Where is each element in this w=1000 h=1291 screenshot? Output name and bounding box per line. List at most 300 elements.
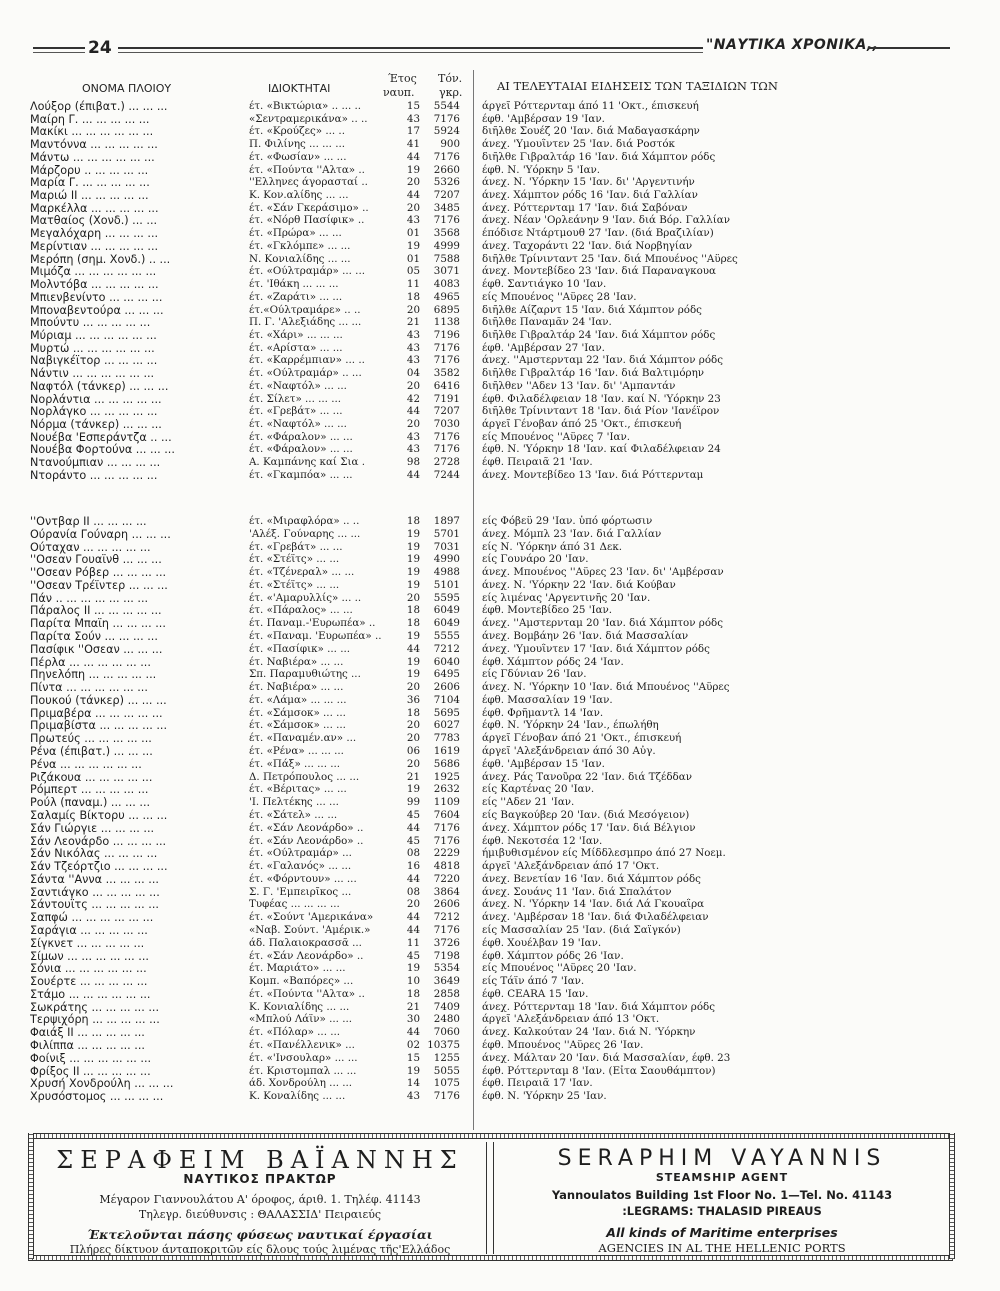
ship-owner: έτ. «Αρίστα» ... ...	[249, 341, 343, 354]
ship-row	[0, 443, 1000, 456]
ship-gross-tons: 3568	[433, 227, 460, 240]
ship-latest-news: έφθ. Μασσαλίαν 19 'Ιαν.	[482, 693, 613, 706]
ship-gross-tons: 1138	[433, 316, 460, 329]
ship-owner: έτ. «Φωσίαν» ... ...	[249, 150, 347, 163]
ship-gross-tons: 4988	[433, 566, 460, 579]
ship-owner: έτ. «Γρεβάτ» ... ...	[249, 540, 343, 553]
ship-owner: Σ. Γ. 'Εμπειρῖκος ...	[249, 885, 352, 898]
ship-name: Φιλίππα ... ... ... ... ...	[30, 1038, 145, 1052]
ship-year-built: 15	[406, 1051, 420, 1064]
ship-latest-news: είς ''Αδεν 21 'Ιαν.	[482, 796, 575, 809]
ship-latest-news: διῆλθεν ''Αδεν 13 'Ιαν. δι' 'Αμπαντάν	[482, 379, 676, 392]
ship-latest-news: άνεχ. Ν. 'Υόρκην 15 'Ιαν. δι' 'Αργεντινήν	[482, 176, 695, 189]
ship-year-built: 43	[406, 443, 420, 456]
ship-owner: Κ. Κοναλίδης ... ...	[249, 1090, 346, 1103]
ship-owner: Ν. Κονιαλίδης ... ...	[249, 252, 351, 265]
ship-gross-tons: 7588	[433, 252, 460, 265]
ship-owner: έτ. «Σάμσοκ» ... ...	[249, 719, 346, 732]
ship-gross-tons: 1075	[433, 1077, 460, 1090]
ad-greek-services: Έκτελοῦνται πάσης φύσεως ναυτικαί έργασίαι	[87, 1227, 433, 1242]
ship-latest-news: διῆλθε Αίζαρντ 15 'Ιαν. διά Χάμπτον ρόδς	[482, 303, 702, 316]
ship-name: Παρίτα Μπαϊη ... ... ... ...	[30, 617, 166, 631]
ship-year-built: 20	[406, 732, 420, 745]
ship-row	[0, 566, 1000, 579]
ship-gross-tons: 2632	[433, 783, 460, 796]
ship-row	[0, 1039, 1000, 1052]
ship-owner: έτ. «Κρούζες» ... ..	[249, 125, 345, 138]
ship-name: Σίγκνετ ... ... ... ... ...	[30, 936, 145, 950]
ad-border-top	[28, 1133, 953, 1139]
ship-owner: έτ. «Πούντα ''Αλτα» ..	[249, 987, 365, 1000]
ship-gross-tons: 7176	[433, 443, 460, 456]
ship-owner: έτ. «Ούλτραμάρ» ... ...	[249, 265, 365, 278]
ship-gross-tons: 2858	[433, 987, 460, 1000]
ship-latest-news: διῆλθε Τρίνινταντ 18 'Ιαν. διά Ρίον 'Ιανέϊρον	[482, 405, 720, 418]
ship-owner: έτ. «Σάν Λεονάρδο» ..	[249, 949, 364, 962]
ad-english-title: STEAMSHIP AGENT	[655, 1171, 789, 1184]
ship-gross-tons: 7176	[433, 354, 460, 367]
ship-gross-tons: 4990	[433, 553, 460, 566]
ship-name: Μπούντυ ... ... ... ... ...	[30, 316, 151, 330]
ship-gross-tons: 7104	[433, 693, 460, 706]
ship-row	[0, 189, 1000, 202]
ship-owner: έτ. «Πούντα ''Αλτα» ..	[249, 163, 365, 176]
ship-gross-tons: 5701	[433, 527, 460, 540]
ship-row	[0, 694, 1000, 707]
ship-year-built: 17	[406, 125, 420, 138]
ship-gross-tons: 7176	[433, 150, 460, 163]
ship-year-built: 20	[406, 681, 420, 694]
ship-owner: έτ. «Πασίφικ» ... ...	[249, 642, 351, 655]
column-header-year-1: Έτος	[388, 72, 417, 85]
ship-name: Σάν Νικόλας ... ... ... ...	[30, 847, 158, 861]
ship-row	[0, 950, 1000, 963]
ship-gross-tons: 3485	[433, 201, 460, 214]
ship-latest-news: άργεῖ Γένοβαν άπό 25 'Οκτ., έπισκευή	[482, 418, 682, 430]
ship-name: Ντανούμπιαν ... ... ... ...	[30, 456, 161, 470]
ship-row	[0, 783, 1000, 796]
ship-name: Σόνια ... ... ... ... ... ...	[30, 962, 147, 976]
ship-owner: έτ. «Στέϊτς» ... ...	[249, 578, 340, 591]
ship-owner: Π. Φιλίνης ... ... ...	[249, 138, 346, 151]
ship-name: Ρόμπερτ ... ... ... ... ...	[30, 783, 149, 797]
ship-row	[0, 975, 1000, 988]
ad-divider	[486, 1142, 494, 1254]
ship-owner: έτ. 'Ιθάκη ... ... ...	[249, 278, 339, 291]
ship-gross-tons: 7783	[433, 732, 460, 745]
ship-gross-tons: 6040	[433, 655, 460, 668]
ship-year-built: 20	[406, 591, 420, 604]
ship-gross-tons: 10375	[427, 1038, 460, 1051]
ship-gross-tons: 7176	[433, 821, 460, 834]
ship-row	[0, 835, 1000, 848]
ship-name: Μερόπη (σημ. Χονδ.) .. ...	[30, 252, 171, 266]
ship-latest-news: είς λιμένας 'Αργεντινῆς 20 'Ιαν.	[482, 591, 651, 604]
ad-english-name: SERAPHIM VAYANNIS	[557, 1146, 887, 1171]
ship-row	[0, 860, 1000, 873]
ship-latest-news: έφθ. Φιλαδέλφειαν 18 'Ιαν. καί Ν. 'Υόρκην 23	[482, 392, 721, 405]
ship-year-built: 43	[406, 430, 420, 443]
ship-row	[0, 316, 1000, 329]
ship-name: Στάμο ... ... ... ... ... ...	[30, 987, 151, 1001]
ship-latest-news: έφθ. Φρῆμαντλ 14 'Ιαν.	[482, 706, 604, 719]
ship-year-built: 99	[406, 796, 420, 809]
ship-year-built: 19	[406, 668, 420, 681]
ship-latest-news: έφθ. 'Αμβέρσαν 27 'Ιαν.	[482, 341, 605, 354]
ad-greek-name: ΣΕΡΑΦΕΙΜ ΒΑΪΑΝΝΗΣ	[56, 1146, 464, 1174]
ship-year-built: 20	[406, 201, 420, 214]
ship-name: Χρυσή Χονδρούλη ... ... ...	[30, 1077, 174, 1091]
ship-latest-news: έφθ. 'Αμβέρσαν 15 'Ιαν.	[482, 757, 605, 770]
header-rule-left-thin	[33, 52, 85, 53]
ship-row	[0, 1052, 1000, 1065]
ship-name: Σάντουϊτς ... ... ... ... ...	[30, 898, 159, 912]
ship-name: Μολντόβα ... ... ... ... ...	[30, 278, 159, 292]
ship-name: Μεγαλόχαρη ... ... ... ...	[30, 227, 159, 241]
ship-gross-tons: 7031	[433, 540, 460, 553]
ship-owner: έτ. «Σάν Γκεράσιμο» ..	[249, 201, 369, 214]
ship-owner: Κ. Κονιαλίδης ... ...	[249, 1000, 350, 1013]
ship-row	[0, 553, 1000, 566]
ship-latest-news: άνεχ. 'Υμουΐντεν 25 'Ιαν. διά Ροστόκ	[482, 138, 675, 151]
ship-row	[0, 681, 1000, 694]
ship-name: Μαριώ ΙΙ ... ... ... ... ...	[30, 189, 149, 203]
column-header-status: ΑΙ ΤΕΛΕΥΤΑΙΑΙ ΕΙΔΗΣΕΙΣ ΤΩΝ ΤΑΞΙΔΙΩΝ ΤΩΝ	[497, 79, 778, 93]
ship-owner: έτ. «Πόλαρ» ... ...	[249, 1026, 341, 1039]
ship-name: Σάν Τζεόρτζιο ... ... ... ...	[30, 860, 168, 874]
ship-gross-tons: 4818	[433, 860, 460, 873]
ship-name: ''Οσεαν Γουαϊνθ ... ... ...	[30, 553, 162, 567]
ship-gross-tons: 7030	[433, 418, 460, 430]
column-header-name: ΟΝΟΜΑ ΠΛΟΙΟΥ	[82, 82, 172, 95]
ship-latest-news: έφθ. Ν. 'Υόρκην 5 'Ιαν.	[482, 163, 601, 176]
ship-name: Πριμαβίστα ... ... ... ... ...	[30, 719, 168, 733]
ship-gross-tons: 7207	[433, 405, 460, 418]
ship-name: Ρένα (έπιβατ.) ... ... ...	[30, 745, 153, 759]
ship-name: Σαπφώ ... ... ... ... ... ...	[30, 911, 154, 925]
ship-owner: Π. Γ. 'Αλεξιάδης ... ...	[249, 316, 362, 329]
ship-gross-tons: 3649	[433, 975, 460, 988]
ship-latest-news: είς Τάϊν άπό 7 'Ιαν.	[482, 975, 585, 988]
header-rule-middle	[118, 47, 703, 49]
ship-year-built: 43	[406, 328, 420, 341]
ship-name: Μαρία Γ. ... ... ... ... ...	[30, 176, 150, 190]
ship-latest-news: έπόδισε Ντάρτμουθ 27 'Ιαν. (διά Βραζιλίαν)	[482, 227, 714, 240]
ship-name: Νορλάντια ... ... ... ... ...	[30, 392, 162, 406]
ship-name: Πουκού (τάνκερ) ... ... ...	[30, 693, 167, 707]
ship-latest-news: άνεχ. Καλκούταν 24 'Ιαν. διά Ν. 'Υόρκην	[482, 1026, 696, 1039]
ship-gross-tons: 4083	[433, 278, 460, 291]
ship-row	[0, 771, 1000, 784]
column-header-owner: ΙΔΙΟΚΤΗΤΑΙ	[268, 82, 331, 95]
ship-owner: έτ. «Καρρέμπιαν» ... ..	[249, 354, 365, 367]
ship-latest-news: είς Μπουένος ''Αϋρες 28 'Ιαν.	[482, 290, 637, 303]
header-rule-middle-thin	[118, 52, 703, 53]
ship-owner: έτ. «Νόρθ Πασίφικ» ..	[249, 214, 365, 227]
ship-owner: έτ. «Φόρντουν» ... ...	[249, 872, 357, 885]
ship-row	[0, 911, 1000, 924]
ship-gross-tons: 5354	[433, 962, 460, 975]
ship-year-built: 18	[406, 290, 420, 303]
ship-row	[0, 1001, 1000, 1014]
ship-row	[0, 1065, 1000, 1078]
ship-name: Μυρτώ ... ... ... ... ... ...	[30, 341, 155, 355]
ad-english-telegrams: :LEGRAMS: THALASID PIREAUS	[622, 1204, 822, 1218]
ship-latest-news: άργεῖ 'Αλεξάνδρειαν άπό 13 'Οκτ.	[482, 1013, 660, 1026]
ship-name: Πάραλος ΙΙ ... ... ... ... ...	[30, 604, 162, 618]
ship-owner: έτ. «Πάξ» ... ... ...	[249, 757, 341, 770]
ship-year-built: 21	[406, 316, 420, 329]
ship-name: Σουέρτε ... ... ... ... ...	[30, 975, 148, 989]
header-rule-right	[868, 47, 950, 49]
ship-latest-news: άνεχ. Μοντεβίδεο 23 'Ιαν. διά Παραναγκουα	[482, 265, 717, 278]
ship-latest-news: άνεχ. Σουάνς 11 'Ιαν. διά Σπαλάτον	[482, 885, 672, 898]
ship-year-built: 10	[406, 975, 420, 988]
ship-year-built: 11	[406, 278, 420, 291]
ship-owner: έτ.«Ούλτραμάρε» .. ..	[249, 303, 361, 316]
ship-year-built: 01	[406, 227, 420, 240]
column-header-year-2: ναυπ.	[383, 86, 415, 99]
ship-name: Χρυσόστομος ... ... ... ...	[30, 1090, 164, 1104]
ship-year-built: 30	[406, 1013, 420, 1026]
ship-gross-tons: 3726	[433, 936, 460, 949]
ship-row	[0, 380, 1000, 393]
ship-name: Τερψιχόρη ... ... ... ... ...	[30, 1013, 160, 1027]
ship-latest-news: άργεῖ 'Αλεξάνδρειαν άπό 30 Αὐγ.	[482, 745, 656, 758]
ship-gross-tons: 6416	[433, 379, 460, 392]
ship-gross-tons: 5695	[433, 706, 460, 719]
ship-owner: έτ. «Βικτώρια» .. ... ..	[249, 100, 362, 112]
ship-year-built: 05	[406, 265, 420, 278]
ship-name: Πέρλα ... ... ... ... ... ...	[30, 655, 151, 669]
ship-name: Πηνελόπη ... ... ... ... ...	[30, 668, 157, 682]
ship-name: Σάν Γιώργιε ... ... ... ...	[30, 821, 155, 835]
ship-year-built: 43	[406, 341, 420, 354]
ship-name: Πασίφικ ''Οσεαν ... ... ...	[30, 642, 163, 656]
ship-owner: έτ. «Ναφτόλ» ... ...	[249, 379, 347, 392]
ship-owner: Σπ. Παραμυθιώτης ...	[249, 668, 361, 681]
ship-name: Νάντιν ... ... ... ... ... ...	[30, 367, 155, 381]
ship-year-built: 44	[406, 923, 420, 936]
ship-row	[0, 456, 1000, 469]
ship-latest-news: άνεχ. Μάλταν 20 'Ιαν. διά Μασσαλίαν, έφθ. 23	[482, 1051, 731, 1064]
ship-latest-news: έφθ. Νεκοτσέα 12 'Ιαν.	[482, 834, 603, 847]
ship-year-built: 16	[406, 860, 420, 873]
ship-latest-news: έφθ. Ρόττερνταμ 8 'Ιαν. (Εἶτα Σαουθάμπτον)	[482, 1064, 716, 1077]
ship-latest-news: έφθ. Ν. 'Υόρκην 25 'Ιαν.	[482, 1090, 607, 1103]
ship-gross-tons: 1109	[433, 796, 460, 809]
ship-latest-news: άνεχ. Χάμπτον ρόδς 17 'Ιαν. διά Βέλγιον	[482, 821, 696, 834]
ship-row	[0, 176, 1000, 189]
ship-owner: έτ. «Σάν Λεονάρδο» ..	[249, 821, 364, 834]
ship-owner: έτ. «Σούντ 'Αμερικάνα»	[249, 911, 374, 924]
ship-year-built: 20	[406, 176, 420, 189]
ship-year-built: 45	[406, 949, 420, 962]
ship-latest-news: διῆλθε Τρίνινταντ 25 'Ιαν. διά Μπουένος ''Αϋρες	[482, 252, 738, 265]
ship-name: Πάν .. ... ... ... ... ... ...	[30, 591, 149, 605]
ship-latest-news: είς Μπουένος ''Αϋρες 7 'Ιαν.	[482, 430, 631, 443]
ship-latest-news: έφθ. CEARA 15 'Ιαν.	[482, 987, 589, 1000]
ship-row	[0, 138, 1000, 151]
ship-gross-tons: 5555	[433, 630, 460, 643]
ship-gross-tons: 5544	[433, 100, 460, 112]
ship-row	[0, 151, 1000, 164]
ship-year-built: 44	[406, 872, 420, 885]
ad-greek-title: ΝΑΥΤΙΚΟΣ ΠΡΑΚΤΩΡ	[183, 1172, 337, 1186]
ship-row	[0, 393, 1000, 406]
ship-gross-tons: 900	[440, 138, 460, 151]
ship-owner: έτ. «Ούλτραμάρ» .. ...	[249, 367, 362, 380]
ship-row	[0, 253, 1000, 266]
ship-name: Ούταχαν ... ... ... ... ...	[30, 540, 151, 554]
ship-gross-tons: 7604	[433, 808, 460, 821]
ship-row	[0, 354, 1000, 367]
ship-gross-tons: 7207	[433, 189, 460, 202]
ship-row	[0, 847, 1000, 860]
ship-row	[0, 1013, 1000, 1026]
ship-year-built: 19	[406, 540, 420, 553]
ship-gross-tons: 7176	[433, 834, 460, 847]
ship-owner: 'Ι. Πελτέκης ... ...	[249, 796, 339, 809]
ad-greek-agencies: Πλήρες δίκτυον άνταποκριτῶν είς δλους τούς λιμένας τῆς'Ελλάδος	[69, 1243, 451, 1256]
ship-row	[0, 758, 1000, 771]
ship-owner: έτ. «Παναμέν.αν» ...	[249, 732, 357, 745]
ship-owner: έτ. Παναμ.-'Ευρωπέα» ..	[249, 617, 376, 630]
ship-gross-tons: 3864	[433, 885, 460, 898]
ship-name: Φαιάξ ΙΙ ... ... ... ... ...	[30, 1026, 145, 1040]
ship-year-built: 44	[406, 189, 420, 202]
ship-latest-news: διῆλθε Γιβραλτάρ 16 'Ιαν. διά Βαλτιμόρην	[482, 367, 705, 380]
ship-name: Νουέβα Φορτούνα ... ... ...	[30, 443, 175, 457]
ship-owner: έτ. «Λάμα» ... ... ...	[249, 693, 347, 706]
ship-name: Σίμων ... ... ... ... ... ...	[30, 949, 149, 963]
ship-row	[0, 988, 1000, 1001]
ship-year-built: 43	[406, 214, 420, 227]
ship-owner: έτ. «Χάρι» ... ... ...	[249, 328, 343, 341]
ship-year-built: 44	[406, 642, 420, 655]
ship-row	[0, 937, 1000, 950]
ship-name: Παρίτα Σούν ... ... ... ...	[30, 630, 158, 644]
ship-name: Νόρμα (τάνκερ) ... ... ...	[30, 418, 162, 431]
ship-row	[0, 873, 1000, 886]
ship-name: Μύριαμ ... ... ... ... ... ...	[30, 328, 157, 342]
ship-year-built: 19	[406, 553, 420, 566]
ship-row	[0, 405, 1000, 418]
ship-year-built: 19	[406, 239, 420, 252]
ship-name: Μαίρη Γ. ... ... ... ... ...	[30, 112, 150, 126]
ship-latest-news: διῆλθε Γιβραλτάρ 16 'Ιαν. διά Χάμπτον ρόδς	[482, 150, 716, 163]
ship-row	[0, 528, 1000, 541]
ship-latest-news: είς Βαγκούβερ 20 'Ιαν. (διά Μεσόγειον)	[482, 808, 690, 821]
ship-owner: έτ. «Σάν Λεονάρδο» ..	[249, 834, 364, 847]
ship-owner: έτ. «Πρώρα» ... ...	[249, 227, 342, 240]
ship-name: Πριμαβέρα ... ... ... ... ...	[30, 706, 163, 720]
ship-year-built: 42	[406, 392, 420, 405]
ship-gross-tons: 7198	[433, 949, 460, 962]
ship-latest-news: άνεχ. Ν. 'Υόρκην 10 'Ιαν. διά Μπουένος ''Αϋρες	[482, 681, 730, 694]
ship-latest-news: άνεχ. Μπουένος ''Αϋρες 23 'Ιαν. δι' 'Αμβέρσαν	[482, 566, 724, 579]
ship-owner: «Ναβ. Σούντ. 'Αμέρικ.»	[249, 923, 371, 936]
ship-owner: έτ. Ναβιέρα» ... ...	[249, 655, 344, 668]
ship-gross-tons: 7191	[433, 392, 460, 405]
ship-year-built: 19	[406, 962, 420, 975]
ship-latest-news: έφθ. Χάμπτον ρόδς 26 'Ιαν.	[482, 949, 624, 962]
ship-row	[0, 719, 1000, 732]
ship-latest-news: διῆλθε Γιβραλτάρ 24 'Ιαν. διά Χάμπτον ρόδς	[482, 328, 716, 341]
ship-name: Ρούλ (παναμ.) ... ... ...	[30, 796, 151, 810]
ship-row	[0, 924, 1000, 937]
ship-year-built: 19	[406, 163, 420, 176]
ship-year-built: 21	[406, 1000, 420, 1013]
ship-gross-tons: 7176	[433, 341, 460, 354]
ship-latest-news: άνεχ. Ταχοράντι 22 'Ιαν. διά Νορβηγίαν	[482, 239, 693, 252]
ship-latest-news: έφθ. Πειραιᾶ 17 'Ιαν.	[482, 1077, 593, 1090]
ship-row	[0, 418, 1000, 431]
ship-name: Ναβιγκέϊτορ ... ... ... ...	[30, 354, 158, 368]
ship-gross-tons: 7060	[433, 1026, 460, 1039]
ship-row	[0, 1077, 1000, 1090]
ship-owner: έτ. «Τζένεραλ» ... ...	[249, 566, 355, 579]
ship-row	[0, 1026, 1000, 1039]
ship-row	[0, 214, 1000, 227]
ship-year-built: 20	[406, 719, 420, 732]
ship-name: Φοίνιξ ... ... ... ... ... ...	[30, 1051, 152, 1065]
ship-gross-tons: 1897	[433, 515, 460, 527]
ship-name: Λούξορ (έπιβατ.) ... ... ...	[30, 100, 168, 113]
ship-latest-news: άνεχ. ''Αμστερνταμ 22 'Ιαν. διά Χάμπτον ρόδς	[482, 354, 723, 367]
ship-latest-news: άνεχ. Βενετίαν 16 'Ιαν. διά Χάμπτον ρόδς	[482, 872, 701, 885]
ship-row	[0, 592, 1000, 605]
ship-latest-news: άνεχ. Βομβάην 26 'Ιαν. διά Μασσαλίαν	[482, 630, 689, 643]
ship-year-built: 20	[406, 898, 420, 911]
ship-owner: έτ. Κριστομπαλ ... ...	[249, 1064, 357, 1077]
ship-owner: Τυφέας ... ... ... ...	[249, 898, 340, 911]
ship-gross-tons: 2606	[433, 681, 460, 694]
ship-row	[0, 630, 1000, 643]
ship-row	[0, 304, 1000, 317]
ship-owner: έτ. «Πανέλλενικ» ...	[249, 1038, 355, 1051]
ship-year-built: 45	[406, 834, 420, 847]
ship-row	[0, 265, 1000, 278]
ship-name: Πίντα ... ... ... ... ... ...	[30, 681, 148, 695]
ship-owner: έτ. «Βέριτας» ... ...	[249, 783, 347, 796]
ship-gross-tons: 2728	[433, 456, 460, 469]
ship-name: Σωκράτης ... ... ... ... ...	[30, 1000, 160, 1014]
ship-gross-tons: 3071	[433, 265, 460, 278]
ship-owner: έτ. «Ζαράτι» ... ...	[249, 290, 343, 303]
ship-name: Σάν Λεονάρδο ... ... ... ...	[30, 834, 167, 848]
ship-name: Μαρκέλλα ... ... ... ... ...	[30, 201, 159, 215]
ship-owner: Α. Καμπάνης καί Σια .	[249, 456, 366, 469]
ship-gross-tons: 7176	[433, 923, 460, 936]
ship-gross-tons: 3582	[433, 367, 460, 380]
ship-gross-tons: 2606	[433, 898, 460, 911]
ship-row	[0, 796, 1000, 809]
ship-gross-tons: 4965	[433, 290, 460, 303]
ship-latest-news: είς Φόβεϋ 29 'Ιαν. ὑπό φόρτωσιν	[482, 515, 653, 527]
ship-name: ''Οσεαν Ρόβερ ... ... ... ...	[30, 566, 167, 580]
ship-row	[0, 291, 1000, 304]
ship-year-built: 15	[406, 100, 420, 112]
ship-owner: έτ. «Ούλτραμάρ» ...	[249, 847, 352, 860]
ship-latest-news: άνεχ. Ρόττερνταμ 17 'Ιαν. διά Σαβόναν	[482, 201, 688, 214]
ship-name: Ούρανία Γούναρη ... ... ...	[30, 527, 171, 541]
ship-latest-news: έφθ. Χουέλβαν 19 'Ιαν.	[482, 936, 602, 949]
ship-row	[0, 962, 1000, 975]
ship-row	[0, 227, 1000, 240]
ship-name: Μπιενβενίντο ... ... ... ...	[30, 290, 163, 304]
ship-name: Νουέβα 'Εσπεράντζα .. ...	[30, 430, 172, 444]
